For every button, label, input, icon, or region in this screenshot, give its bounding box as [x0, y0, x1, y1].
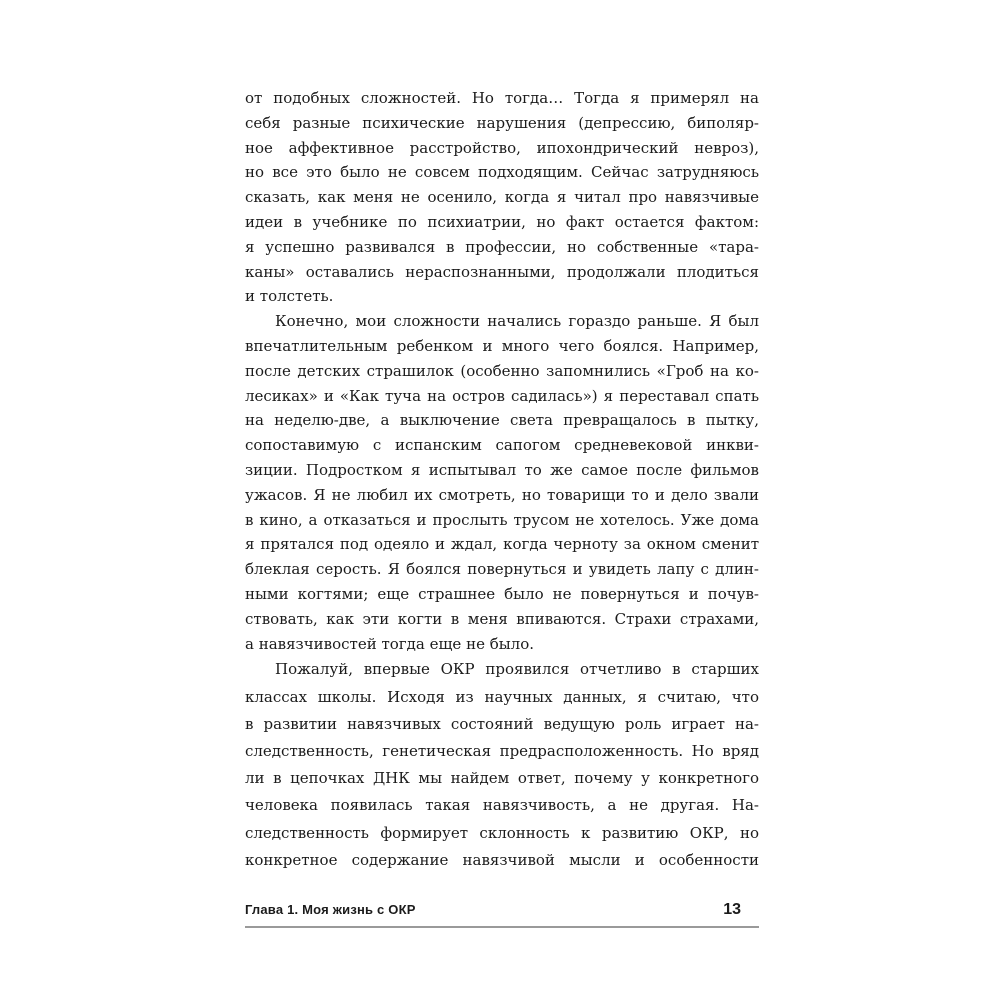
text-line: я прятался под одеяло и ждал, когда черноту за окном сменит	[245, 535, 759, 554]
text-line: классах школы. Исходя из научных данных, я считаю, что	[245, 687, 759, 706]
text-line: сказать, как меня не осенило, когда я читал про навязчивые	[245, 188, 759, 207]
text-line: в кино, а отказаться и прослыть трусом не хотелось. Уже дома	[245, 510, 759, 529]
running-footer-chapter: Глава 1. Моя жизнь с ОКР	[245, 902, 416, 917]
text-line: на неделю-две, а выключение света превращалось в пытку,	[245, 411, 759, 430]
text-line: конкретное содержание навязчивой мысли и особенности	[245, 850, 759, 869]
text-line: ли в цепочках ДНК мы найдем ответ, почему у конкретного	[245, 769, 759, 788]
text-line: лесиках» и «Как туча на остров садилась») я переставал спать	[245, 386, 759, 405]
text-line: впечатлительным ребенком и много чего боялся. Например,	[245, 336, 759, 355]
text-line: но все это было не совсем подходящим. Сейчас затрудняюсь	[245, 163, 759, 182]
text-line: каны» оставались нераспознанными, продолжали плодиться	[245, 262, 759, 281]
text-line: ными когтями; еще страшнее было не повернуться и почув-	[245, 584, 759, 603]
text-line: ужасов. Я не любил их смотреть, но товарищи то и дело звали	[245, 485, 759, 504]
text-line: человека появилась такая навязчивость, а не другая. На-	[245, 796, 759, 815]
text-line: блеклая серость. Я боялся повернуться и увидеть лапу с длин-	[245, 560, 759, 579]
paragraph	[245, 656, 759, 874]
text-line: Конечно, мои сложности начались гораздо раньше. Я был	[275, 312, 759, 331]
text-line: сопоставимую с испанским сапогом средневековой инкви-	[245, 436, 759, 455]
text-line: ное аффективное расстройство, ипохондрический невроз),	[245, 138, 759, 157]
text-line: себя разные психические нарушения (депрессию, биполяр-	[245, 113, 759, 132]
text-line: в развитии навязчивых состояний ведущую роль играет на-	[245, 714, 759, 733]
text-line: ствовать, как эти когти в меня впиваются. Страхи страхами,	[245, 609, 759, 628]
text-line: следственность, генетическая предрасположенность. Но вряд	[245, 741, 759, 760]
page-number: 13	[723, 901, 741, 918]
text-line: а навязчивостей тогда еще не было.	[245, 634, 535, 653]
text-line: я успешно развивался в профессии, но собственные «тара-	[245, 237, 759, 256]
text-line: после детских страшилок (особенно запомнились «Гроб на ко-	[245, 361, 759, 380]
text-line: и толстеть.	[245, 287, 334, 306]
text-line: зиции. Подростком я испытывал то же самое после фильмов	[245, 460, 759, 479]
text-block	[245, 86, 759, 874]
footer-row	[245, 901, 759, 919]
paragraph	[245, 86, 759, 309]
footer-rule	[245, 926, 759, 928]
paragraph	[245, 309, 759, 656]
text-line: Пожалуй, впервые ОКР проявился отчетливо в старших	[275, 660, 759, 679]
text-line: от подобных сложностей. Но тогда… Тогда я примерял на	[245, 89, 759, 107]
text-line: следственность формирует склонность к развитию ОКР, но	[245, 823, 759, 842]
text-line: идеи в учебнике по психиатрии, но факт остается фактом:	[245, 212, 759, 231]
page-footer	[245, 901, 759, 928]
